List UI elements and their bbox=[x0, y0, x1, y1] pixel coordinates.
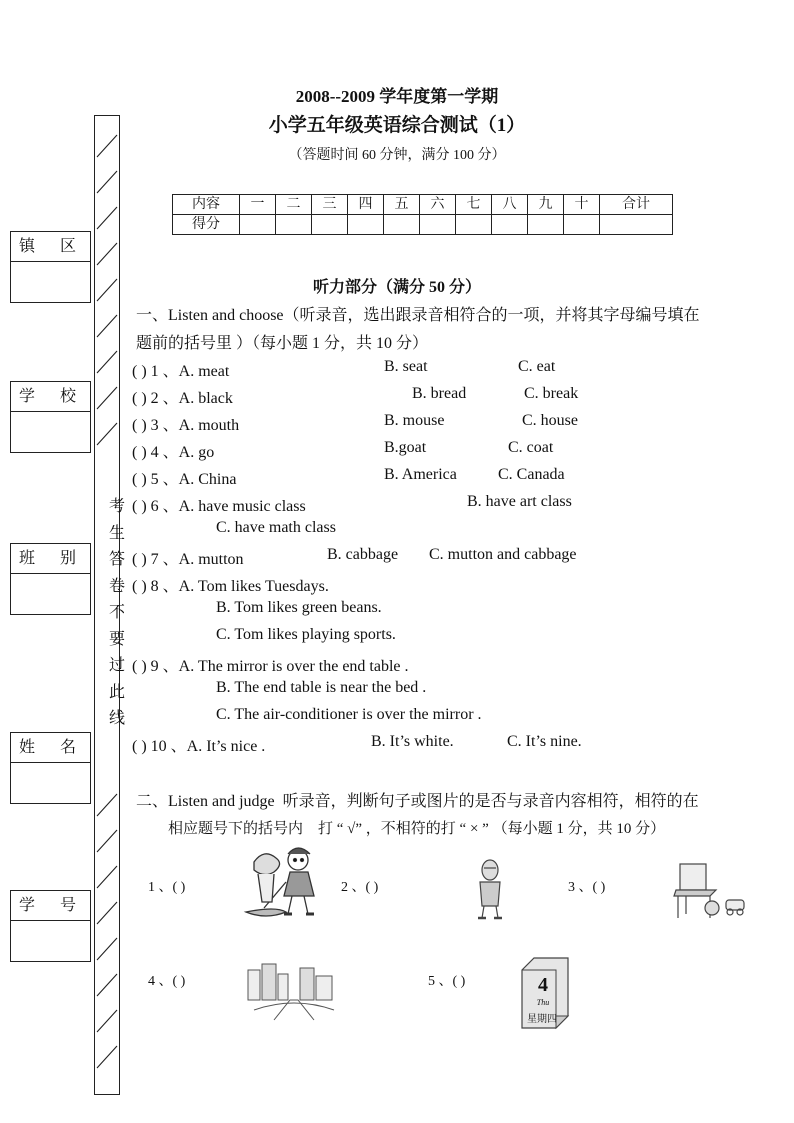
question-10-a: ( ) 10 、A. It’s nice . bbox=[132, 738, 266, 755]
seal-line-char: 卷 bbox=[108, 577, 125, 595]
judge-item-4: 4 、( ) bbox=[148, 974, 186, 989]
question-7-a: ( ) 7 、A. mutton bbox=[132, 551, 244, 568]
question-10-c: C. It’s nine. bbox=[507, 733, 582, 750]
question-6-b: B. have art class bbox=[467, 493, 572, 510]
seal-line-char: 过 bbox=[108, 657, 125, 674]
question-3-c: C. house bbox=[522, 412, 578, 429]
calendar-weekday-cn: 星期四 bbox=[527, 1014, 557, 1025]
question-6-c: C. have math class bbox=[216, 519, 336, 536]
seal-line-text bbox=[106, 494, 128, 733]
question-4-a: ( ) 4 、A. go bbox=[132, 444, 215, 461]
score-cell[interactable] bbox=[456, 215, 492, 235]
question-1-c: C. eat bbox=[518, 358, 556, 375]
side-field-school bbox=[10, 381, 91, 453]
question-2-a: ( ) 2 、A. black bbox=[132, 390, 233, 407]
seal-line-char: 此 bbox=[108, 683, 125, 701]
judge-item-1: 1 、( ) bbox=[148, 880, 186, 895]
side-field-label: 号 bbox=[59, 897, 78, 914]
question-9-c: C. The air-conditioner is over the mirror . bbox=[216, 706, 482, 723]
score-cell[interactable] bbox=[492, 215, 528, 235]
seal-line-char: 线 bbox=[108, 710, 125, 727]
score-table-score-row bbox=[173, 215, 673, 235]
score-header-cell: 一 bbox=[240, 195, 276, 215]
question-8-c: C. Tom likes playing sports. bbox=[216, 626, 396, 643]
question-2-c: C. break bbox=[524, 385, 579, 402]
question-9-a: ( ) 9 、A. The mirror is over the end table . bbox=[132, 658, 409, 675]
side-field-input[interactable] bbox=[11, 574, 90, 614]
exam-subtitle: （答题时间 60 分钟，满分 100 分） bbox=[288, 148, 506, 163]
score-table-header-row bbox=[173, 195, 673, 215]
question-1-a: ( ) 1 、A. meat bbox=[132, 363, 230, 380]
side-field-label: 校 bbox=[59, 388, 78, 405]
question-2-b: B. bread bbox=[412, 385, 467, 402]
side-field-label: 名 bbox=[59, 739, 78, 756]
seal-line-char: 要 bbox=[108, 630, 125, 648]
score-header-cell: 四 bbox=[348, 195, 384, 215]
question-5-b: B. America bbox=[384, 466, 457, 483]
score-cell[interactable] bbox=[276, 215, 312, 235]
side-field-label: 镇 bbox=[19, 238, 38, 255]
part2-instruction-line1: 二、Listen and judge 听录音，判断句子或图片的是否与录音内容相符，相符的在 bbox=[136, 793, 699, 810]
exam-title: 小学五年级英语综合测试（1） bbox=[268, 115, 526, 136]
listening-title: 听力部分（满分 50 分） bbox=[312, 279, 481, 296]
score-row-label: 得分 bbox=[173, 215, 240, 235]
side-field-input[interactable] bbox=[11, 412, 90, 452]
score-cell[interactable] bbox=[528, 215, 564, 235]
side-field-student-id bbox=[10, 890, 91, 962]
side-field-class bbox=[10, 543, 91, 615]
question-5-a: ( ) 5 、A. China bbox=[132, 471, 237, 488]
score-header-cell: 十 bbox=[564, 195, 600, 215]
seal-line-char: 不 bbox=[108, 604, 125, 621]
question-10-b: B. It’s white. bbox=[371, 733, 454, 750]
question-7-c: C. mutton and cabbage bbox=[429, 546, 577, 563]
score-header-cell: 三 bbox=[312, 195, 348, 215]
score-table bbox=[172, 194, 673, 235]
score-cell[interactable] bbox=[420, 215, 456, 235]
side-field-name bbox=[10, 732, 91, 804]
seal-line-char: 答 bbox=[108, 551, 125, 568]
score-cell[interactable] bbox=[348, 215, 384, 235]
question-9-b: B. The end table is near the bed . bbox=[216, 679, 427, 696]
part2-instruction-line2: 相应题号下的括号内 打 “ √” ，不相符的打 “ × ” （每小题 1 分，共 10 分） bbox=[168, 821, 666, 837]
judge-item-2: 2 、( ) bbox=[341, 880, 379, 895]
score-header-cell: 内容 bbox=[173, 195, 240, 215]
side-field-input[interactable] bbox=[11, 763, 90, 803]
side-field-input[interactable] bbox=[11, 921, 90, 961]
score-cell[interactable] bbox=[600, 215, 673, 235]
question-8-a: ( ) 8 、A. Tom likes Tuesdays. bbox=[132, 578, 329, 595]
old-man-picture bbox=[470, 856, 510, 922]
question-6-a: ( ) 6 、A. have music class bbox=[132, 498, 306, 515]
score-header-cell: 七 bbox=[456, 195, 492, 215]
girl-cleaning-picture bbox=[236, 842, 328, 922]
calendar-date-number: 4 bbox=[538, 974, 548, 996]
question-5-c: C. Canada bbox=[498, 466, 565, 483]
score-cell[interactable] bbox=[312, 215, 348, 235]
score-cell[interactable] bbox=[240, 215, 276, 235]
score-header-cell: 八 bbox=[492, 195, 528, 215]
side-field-label: 学 bbox=[19, 897, 38, 914]
question-4-b: B.goat bbox=[384, 439, 427, 456]
question-1-b: B. seat bbox=[384, 358, 428, 375]
side-field-label: 区 bbox=[59, 238, 78, 255]
calendar-picture bbox=[520, 956, 572, 1030]
judge-item-5: 5 、( ) bbox=[428, 974, 466, 989]
side-field-label: 班 bbox=[19, 550, 38, 567]
score-cell[interactable] bbox=[384, 215, 420, 235]
judge-item-3: 3 、( ) bbox=[568, 880, 606, 895]
score-header-cell: 六 bbox=[420, 195, 456, 215]
exam-year: 2008--2009 学年度第一学期 bbox=[295, 87, 499, 106]
part1-instruction-line1: 一、Listen and choose（听录音，选出跟录音相符合的一项，并将其字母编号填在 bbox=[136, 307, 700, 324]
city-street-picture bbox=[244, 960, 340, 1022]
side-field-label: 学 bbox=[19, 388, 38, 405]
question-4-c: C. coat bbox=[508, 439, 554, 456]
chair-toys-picture bbox=[672, 860, 756, 922]
question-3-a: ( ) 3 、A. mouth bbox=[132, 417, 240, 434]
question-8-b: B. Tom likes green beans. bbox=[216, 599, 382, 616]
part1-instruction-line2: 题前的括号里 ）（每小题 1 分，共 10 分） bbox=[136, 335, 429, 352]
score-cell[interactable] bbox=[564, 215, 600, 235]
question-3-b: B. mouse bbox=[384, 412, 445, 429]
score-header-cell: 合计 bbox=[600, 195, 673, 215]
side-field-label: 别 bbox=[59, 550, 78, 567]
calendar-weekday-en: Thu bbox=[536, 998, 550, 1007]
seal-line-char: 生 bbox=[108, 524, 125, 542]
side-field-label: 姓 bbox=[19, 739, 38, 756]
score-header-cell: 九 bbox=[528, 195, 564, 215]
seal-line-char: 考 bbox=[108, 498, 125, 515]
score-header-cell: 二 bbox=[276, 195, 312, 215]
question-7-b: B. cabbage bbox=[327, 546, 399, 563]
score-header-cell: 五 bbox=[384, 195, 420, 215]
